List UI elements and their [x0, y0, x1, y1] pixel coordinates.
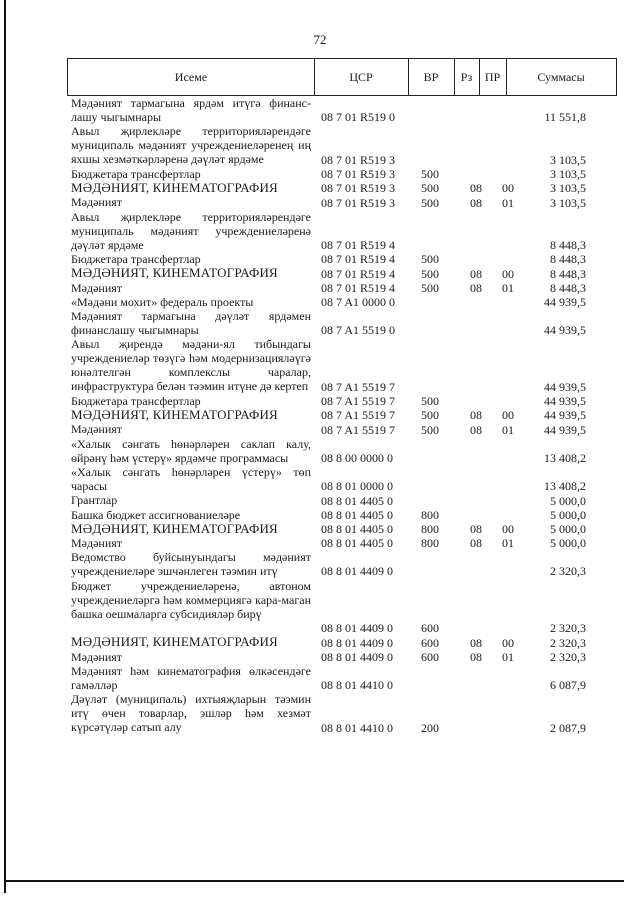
- row-name: МӘДӘНИЯТ, КИНЕМАТОГРАФИЯ: [71, 407, 278, 423]
- table-row: [67, 579, 617, 636]
- table-row: [67, 536, 617, 550]
- row-pr: 01: [502, 422, 514, 437]
- row-csr: 08 7 01 R519 4: [321, 280, 396, 295]
- row-pr: 01: [502, 649, 514, 664]
- table-row: [67, 266, 617, 280]
- row-csr: 08 8 01 4410 0: [321, 678, 393, 693]
- row-pr: 00: [502, 266, 514, 281]
- row-csr: 08 7 01 R519 4: [321, 252, 396, 267]
- row-csr: 08 8 01 4409 0: [321, 635, 393, 650]
- header-sum: Суммасы: [537, 70, 585, 84]
- row-sum: 3 103,5: [550, 181, 586, 196]
- row-sum: 8 448,3: [550, 266, 586, 281]
- row-name: Ведомство буйсынуындагы мәдәният учреждениеләре эшчәнлеген тәэмин итү: [71, 550, 311, 579]
- row-sum: 5 000,0: [550, 536, 586, 551]
- row-vr: 800: [421, 521, 439, 536]
- row-rz: 08: [470, 181, 482, 196]
- budget-table: [67, 58, 617, 735]
- row-sum: 44 939,5: [544, 323, 586, 338]
- row-vr: 600: [421, 649, 439, 664]
- row-name: Мәдәният тармагына дәүләт ярдәмен финанслашу чыгымнары: [71, 308, 311, 337]
- row-csr: 08 7 01 R519 3: [321, 195, 396, 210]
- row-vr: 500: [421, 422, 439, 437]
- header-name: Исеме: [68, 59, 315, 95]
- row-name: «Халык сәнгать һөнәрләрен үстерү» төп чарасы: [71, 465, 311, 494]
- row-sum: 3 103,5: [550, 195, 586, 210]
- row-name: «Халык сәнгать һөнәрләрен саклап калу, өйрәнү һәм үстерү» ярдәмче программасы: [71, 436, 311, 465]
- row-pr: 00: [502, 521, 514, 536]
- table-row: [67, 181, 617, 195]
- row-csr: 08 7 A1 5519 7: [321, 408, 396, 423]
- row-csr: 08 8 01 4410 0: [321, 720, 393, 735]
- row-name: Авыл җирлекләре территорияләрендәге муниципаль мәдәният учреждениеләренең иң яхшы хезмәткәрләренә дәүләт ярдәме: [71, 124, 311, 167]
- row-sum: 44 939,5: [544, 294, 586, 309]
- row-sum: 2 320,3: [550, 621, 586, 636]
- table-row: [67, 493, 617, 507]
- table-row: [67, 309, 617, 337]
- row-sum: 8 448,3: [550, 280, 586, 295]
- row-vr: 500: [421, 195, 439, 210]
- page-number: 72: [313, 32, 327, 47]
- row-sum: 8 448,3: [550, 252, 586, 267]
- table-row: [67, 635, 617, 649]
- row-csr: 08 8 01 4405 0: [321, 521, 393, 536]
- page-edge-left: [4, 0, 6, 893]
- table-row: [67, 252, 617, 266]
- row-csr: 08 8 00 0000 0: [321, 451, 393, 466]
- row-sum: 44 939,5: [544, 408, 586, 423]
- table-row: [67, 281, 617, 295]
- row-sum: 44 939,5: [544, 380, 586, 395]
- header-vr: ВР: [408, 59, 455, 95]
- row-pr: 00: [502, 635, 514, 650]
- table-row: [67, 692, 617, 735]
- row-sum: 11 551,8: [544, 110, 586, 125]
- row-csr: 08 7 01 R519 3: [321, 167, 396, 182]
- row-sum: 5 000,0: [550, 493, 586, 508]
- table-row: [67, 465, 617, 493]
- row-sum: 6 087,9: [550, 678, 586, 693]
- row-rz: 08: [470, 422, 482, 437]
- row-vr: 500: [421, 266, 439, 281]
- row-csr: 08 7 01 R519 4: [321, 266, 396, 281]
- table-header: [67, 58, 617, 96]
- row-csr: 08 8 01 4405 0: [321, 507, 393, 522]
- row-name: Мәдәният тармагына ярдәм итүгә финанс-лашу чыгымнары: [71, 96, 311, 124]
- row-vr: 500: [421, 280, 439, 295]
- table-row: [67, 437, 617, 465]
- table-row: [67, 167, 617, 181]
- table-body: [67, 96, 617, 735]
- header-pr: ПР: [479, 59, 507, 95]
- row-name: Мәдәният: [71, 535, 123, 550]
- table-row: [67, 394, 617, 408]
- table-row: [67, 664, 617, 692]
- row-csr: 08 7 A1 5519 0: [321, 323, 396, 338]
- row-pr: 01: [502, 536, 514, 551]
- table-row: [67, 422, 617, 436]
- row-sum: 3 103,5: [550, 152, 586, 167]
- row-sum: 44 939,5: [544, 394, 586, 409]
- row-name: Дәүләт (муниципаль) ихтыяҗларын тәэмин итү өчен товарлар, эшләр һәм хезмәт күрсәтүләр сатып алу: [71, 692, 311, 735]
- table-row: [67, 195, 617, 209]
- row-sum: 13 408,2: [544, 451, 586, 466]
- row-name: «Мәдәни мохит» федераль проекты: [71, 294, 254, 309]
- row-name: Мәдәният: [71, 195, 123, 210]
- table-row: [67, 550, 617, 578]
- row-name: Авыл җирлекләре территорияләрендәге муниципаль мәдәният учреждениеләренә дәүләт ярдәме: [71, 209, 311, 252]
- row-name: Мәдәният: [71, 649, 123, 664]
- row-pr: 00: [502, 408, 514, 423]
- row-name: Бюджетара трансфертлар: [71, 166, 201, 181]
- row-rz: 08: [470, 195, 482, 210]
- row-vr: 200: [421, 720, 439, 735]
- row-sum: 5 000,0: [550, 521, 586, 536]
- row-csr: 08 7 01 R519 3: [321, 181, 396, 196]
- row-sum: 2 320,3: [550, 564, 586, 579]
- row-csr: 08 7 01 R519 3: [321, 152, 396, 167]
- row-name: Бюджетара трансфертлар: [71, 252, 201, 267]
- row-vr: 500: [421, 408, 439, 423]
- row-csr: 08 8 01 4409 0: [321, 621, 393, 636]
- row-sum: 2 320,3: [550, 649, 586, 664]
- row-vr: 800: [421, 536, 439, 551]
- row-sum: 44 939,5: [544, 422, 586, 437]
- row-csr: 08 8 01 0000 0: [321, 479, 393, 494]
- row-name: Бюджет учреждениеләренә, автоном учреждениеләргә һәм коммерциягә кара-маган башка оешмаларга субсидияләр бирү: [71, 578, 311, 621]
- table-row: [67, 408, 617, 422]
- table-row: [67, 210, 617, 253]
- row-name: Грантлар: [71, 493, 118, 508]
- row-vr: 500: [421, 394, 439, 409]
- row-name: Мәдәният һәм кинематография өлкәсендәге гамәлләр: [71, 663, 311, 692]
- row-name: МӘДӘНИЯТ, КИНЕМАТОГРАФИЯ: [71, 265, 278, 281]
- row-sum: 3 103,5: [550, 167, 586, 182]
- row-name: Мәдәният: [71, 422, 123, 437]
- header-rz: Рз: [454, 59, 480, 95]
- row-pr: 01: [502, 195, 514, 210]
- row-sum: 2 087,9: [550, 720, 586, 735]
- row-sum: 13 408,2: [544, 479, 586, 494]
- row-name: Авыл җирендә мәдәни-ял тибындагы учреждениеләр төзүгә һәм модернизацияләүгә юнәлтелгән комплекслы чаралар, инфраструктура белән тәэмин итүне дә кертеп: [71, 337, 311, 394]
- row-csr: 08 7 01 R519 4: [321, 238, 396, 253]
- row-name: МӘДӘНИЯТ, КИНЕМАТОГРАФИЯ: [71, 520, 278, 536]
- table-row: [67, 295, 617, 309]
- row-vr: 600: [421, 635, 439, 650]
- row-pr: 00: [502, 181, 514, 196]
- row-rz: 08: [470, 408, 482, 423]
- row-rz: 08: [470, 521, 482, 536]
- row-csr: 08 8 01 4409 0: [321, 564, 393, 579]
- row-vr: 500: [421, 252, 439, 267]
- row-csr: 08 7 A1 5519 7: [321, 394, 396, 409]
- table-row: [67, 650, 617, 664]
- row-name: Башка бюджет ассигнованиеләре: [71, 507, 241, 522]
- table-row: [67, 522, 617, 536]
- row-rz: 08: [470, 635, 482, 650]
- table-row: [67, 124, 617, 167]
- row-csr: 08 8 01 4409 0: [321, 649, 393, 664]
- row-pr: 01: [502, 280, 514, 295]
- row-csr: 08 7 A1 5519 7: [321, 422, 396, 437]
- row-name: Бюджетара трансфертлар: [71, 394, 201, 409]
- row-sum: 8 448,3: [550, 238, 586, 253]
- table-row: [67, 96, 617, 124]
- header-csr: ЦСР: [314, 59, 409, 95]
- row-vr: 500: [421, 167, 439, 182]
- row-rz: 08: [470, 536, 482, 551]
- row-sum: 5 000,0: [550, 507, 586, 522]
- row-csr: 08 7 A1 5519 7: [321, 380, 396, 395]
- row-csr: 08 7 01 R519 0: [321, 110, 396, 125]
- row-rz: 08: [470, 266, 482, 281]
- row-csr: 08 8 01 4405 0: [321, 536, 393, 551]
- row-csr: 08 8 01 4405 0: [321, 493, 393, 508]
- row-rz: 08: [470, 280, 482, 295]
- row-csr: 08 7 A1 0000 0: [321, 294, 396, 309]
- row-sum: 2 320,3: [550, 635, 586, 650]
- row-rz: 08: [470, 649, 482, 664]
- page-edge-bottom: [4, 880, 624, 882]
- row-vr: 500: [421, 181, 439, 196]
- table-row: [67, 337, 617, 394]
- row-name: Мәдәният: [71, 280, 123, 295]
- row-name: МӘДӘНИЯТ, КИНЕМАТОГРАФИЯ: [71, 180, 278, 196]
- row-vr: 800: [421, 507, 439, 522]
- table-row: [67, 508, 617, 522]
- row-name: МӘДӘНИЯТ, КИНЕМАТОГРАФИЯ: [71, 634, 278, 650]
- row-vr: 600: [421, 621, 439, 636]
